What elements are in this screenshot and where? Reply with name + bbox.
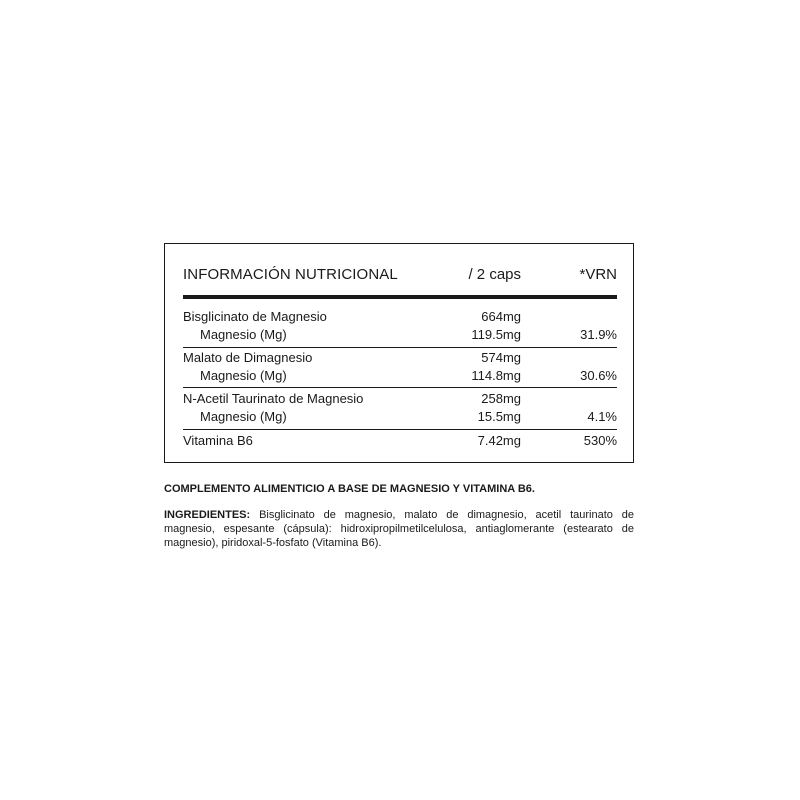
- ingredient-amount: 574mg: [481, 350, 521, 365]
- header-divider: [183, 295, 617, 299]
- vitamin-amount: 7.42mg: [477, 433, 521, 448]
- row-divider: [183, 387, 617, 388]
- ingredients-label: INGREDIENTES:: [164, 509, 251, 521]
- nutrient-vrn: 30.6%: [580, 368, 617, 383]
- nutrition-table: [164, 243, 634, 463]
- product-subtitle: COMPLEMENTO ALIMENTICIO A BASE DE MAGNESIO Y VITAMINA B6.: [164, 483, 535, 495]
- nutrient-vrn: 31.9%: [580, 327, 617, 342]
- ingredient-amount: 258mg: [481, 391, 521, 406]
- ingredient-name: Bisglicinato de Magnesio: [183, 309, 327, 324]
- row-divider: [183, 429, 617, 430]
- nutrient-amount: 114.8mg: [471, 368, 521, 383]
- nutrient-name: Magnesio (Mg): [200, 409, 287, 424]
- ingredient-name: N-Acetil Taurinato de Magnesio: [183, 391, 364, 406]
- vitamin-name: Vitamina B6: [183, 433, 253, 448]
- ingredients-text: Bisglicinato de magnesio, malato de dimagnesio, acetil taurinato de magnesio, espesante (cápsula): hidroxipropilmetilcelulosa, antiaglomerante (estearato de magnesio), piridoxal-5-fosfato (Vitamina B6).: [164, 509, 634, 549]
- vitamin-vrn: 530%: [583, 433, 617, 448]
- nutrient-vrn: 4.1%: [587, 409, 617, 424]
- nutrient-amount: 119.5mg: [471, 327, 521, 342]
- vrn-header: *VRN: [579, 266, 617, 283]
- serving-header: / 2 caps: [468, 266, 521, 283]
- nutrient-name: Magnesio (Mg): [200, 327, 287, 342]
- nutrient-name: Magnesio (Mg): [200, 368, 287, 383]
- table-title: INFORMACIÓN NUTRICIONAL: [183, 266, 398, 283]
- ingredient-amount: 664mg: [481, 309, 521, 324]
- nutrient-amount: 15.5mg: [477, 409, 521, 424]
- ingredient-name: Malato de Dimagnesio: [183, 350, 313, 365]
- row-divider: [183, 347, 617, 348]
- ingredients-paragraph: [164, 508, 634, 550]
